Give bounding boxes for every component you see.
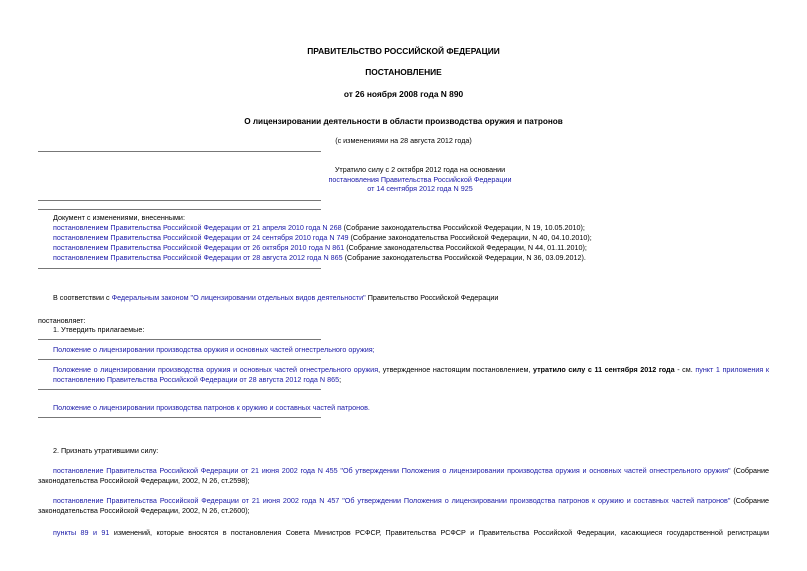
preamble: В соответствии с Федеральным законом "О лицензировании отдельных видов деятельности" Правительство Российской Федерации: [53, 293, 499, 302]
points-89-91-link[interactable]: пункты 89 и 91: [53, 528, 110, 537]
repealed-3-line-1: пункты 89 и 91 изменений, которые вносятся в постановления Совета Министров РСФСР, Правительства РСФСР и Правительства Российской Федерации, касающиеся государственной регистрации: [53, 528, 769, 537]
repealed-2-line-2: законодательства Российской Федерации, 2002, N 26, ст.2600);: [38, 506, 250, 515]
amendment-item: постановлением Правительства Российской Федерации от 21 апреля 2010 года N 268 (Собрание законодательства Российской Федерации, N 19, 10.05.2010);: [53, 223, 585, 232]
amendment-link[interactable]: постановлением Правительства Российской Федерации от 28 августа 2012 года N 865: [53, 253, 343, 262]
divider: [38, 339, 321, 340]
document-title: О лицензировании деятельности в области производства оружия и патронов: [244, 117, 563, 126]
repealed-1-line-1: постановление Правительства Российской Федерации от 21 июня 2002 года N 455 "Об утверждении Положения о лицензировании производства оружия и основных частей огнестрельного оружия" (Собрание: [53, 466, 769, 475]
repealed-2-line-1: постановление Правительства Российской Федерации от 21 июня 2002 года N 457 "Об утверждении Положения о лицензировании производства патронов к оружию и составных частей патронов" (Собрание: [53, 496, 769, 505]
regulation-2-line-2: постановлению Правительства Российской Федерации от 28 августа 2012 года N 865;: [53, 375, 342, 384]
amendments-intro: Документ с изменениями, внесенными:: [53, 213, 185, 222]
amendment-link[interactable]: постановлением Правительства Российской Федерации от 24 сентября 2010 года N 749: [53, 233, 349, 242]
amendment-link[interactable]: постановлением Правительства Российской Федерации от 26 октября 2010 года N 861: [53, 243, 345, 252]
divider: [38, 200, 321, 201]
item-2: 2. Признать утратившими силу:: [53, 446, 159, 455]
federal-law-link[interactable]: Федеральным законом "О лицензировании отдельных видов деятельности": [111, 293, 366, 302]
appendix-link[interactable]: пункт 1 приложения к: [695, 365, 770, 374]
doc-type-heading: ПОСТАНОВЛЕНИЕ: [365, 67, 442, 77]
divider: [38, 417, 321, 418]
invalid-notice-text: Утратило силу с 2 октября 2012 года на основании: [334, 165, 506, 174]
amendment-link[interactable]: постановлением Правительства Российской Федерации от 21 апреля 2010 года N 268: [53, 223, 342, 232]
decree-865-link[interactable]: постановлению Правительства Российской Федерации от 28 августа 2012 года N 865: [53, 375, 340, 384]
regulation-1-link[interactable]: Положение о лицензировании производства оружия и основных частей огнестрельного оружия;: [53, 345, 375, 354]
invalid-notice-link-decree[interactable]: постановления Правительства Российской Федерации: [328, 175, 512, 184]
amendment-item: постановлением Правительства Российской Федерации от 26 октября 2010 года N 861 (Собрание законодательства Российской Федерации, N 44, 01.11.2010);: [53, 243, 587, 252]
invalid-since-notice: утратило силу с 11 сентября 2012 года: [533, 365, 675, 374]
divider: [38, 151, 321, 152]
date-number: от 26 ноября 2008 года N 890: [343, 89, 464, 99]
decrees-word: постановляет:: [38, 316, 86, 325]
repealed-1-line-2: законодательства Российской Федерации, 2002, N 26, ст.2598);: [38, 476, 250, 485]
item-1: 1. Утвердить прилагаемые:: [53, 325, 145, 334]
regulation-2-line-1: Положение о лицензировании производства оружия и основных частей огнестрельного оружия, утвержденное настоящим постановлением, утратило силу с 11 сентября 2012 года - см. пункт 1 приложения к: [53, 365, 770, 374]
divider: [38, 389, 321, 390]
amendment-item: постановлением Правительства Российской Федерации от 24 сентября 2010 года N 749 (Собрание законодательства Российской Федерации, N 40, 04.10.2010);: [53, 233, 592, 242]
authority-heading: ПРАВИТЕЛЬСТВО РОССИЙСКОЙ ФЕДЕРАЦИИ: [307, 46, 500, 56]
invalid-notice-link-date[interactable]: от 14 сентября 2012 года N 925: [367, 184, 473, 193]
revision-note: (с изменениями на 28 августа 2012 года): [335, 136, 472, 145]
regulation-3-link[interactable]: Положение о лицензировании производства патронов к оружию и составных частей патронов.: [53, 403, 370, 412]
divider: [38, 268, 321, 269]
divider: [38, 359, 321, 360]
divider: [38, 209, 321, 210]
amendment-item: постановлением Правительства Российской Федерации от 28 августа 2012 года N 865 (Собрание законодательства Российской Федерации, N 36, 03.09.2012).: [53, 253, 586, 262]
